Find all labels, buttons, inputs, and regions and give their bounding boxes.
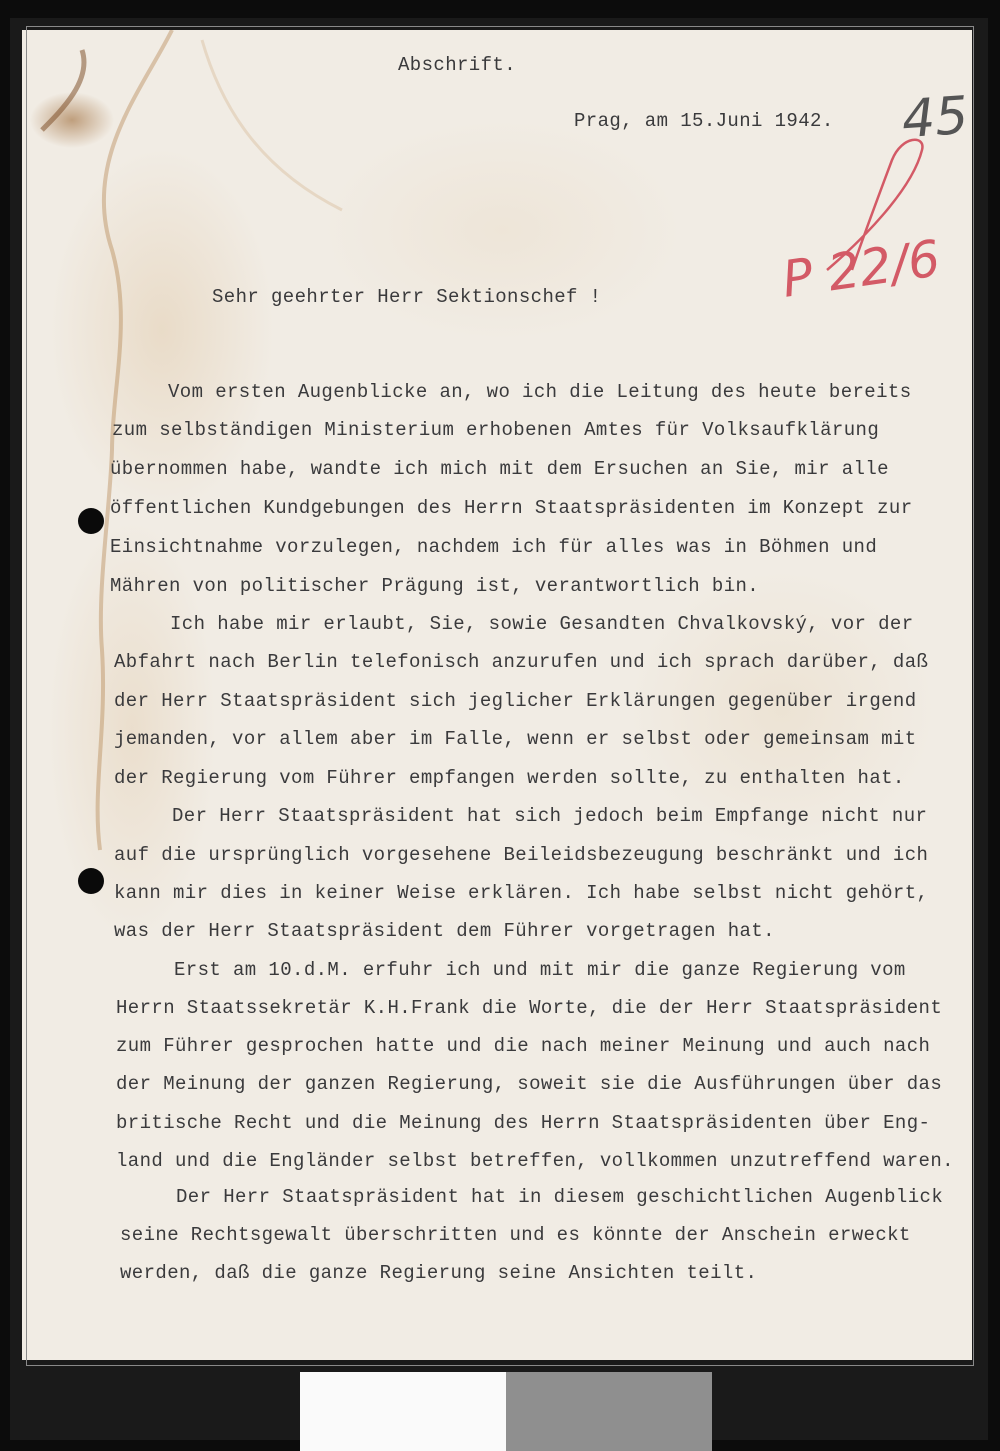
body-line: der Regierung vom Führer empfangen werden sollte, zu enthalten hat. xyxy=(114,767,905,789)
body-line: Ich habe mir erlaubt, Sie, sowie Gesandten Chvalkovský, vor der xyxy=(170,613,914,635)
body-line: Herrn Staatssekretär K.H.Frank die Worte, die der Herr Staatspräsident xyxy=(116,997,943,1019)
body-line: Der Herr Staatspräsident hat in diesem geschichtlichen Augenblick xyxy=(176,1186,944,1208)
body-line: Vom ersten Augenblicke an, wo ich die Leitung des heute bereits xyxy=(168,381,912,403)
body-line: Abfahrt nach Berlin telefonisch anzurufen und ich sprach darüber, daß xyxy=(114,651,929,673)
body-line: Einsichtnahme vorzulegen, nachdem ich für alles was in Böhmen und xyxy=(110,536,878,558)
body-line: zum Führer gesprochen hatte und die nach meiner Meinung und auch nach xyxy=(116,1035,931,1057)
body-line: auf die ursprünglich vorgesehene Beileidsbezeugung beschränkt und ich xyxy=(114,844,929,866)
body-line: was der Herr Staatspräsident dem Führer vorgetragen hat. xyxy=(114,920,775,942)
scan-border xyxy=(26,26,974,1366)
body-line: der Meinung der ganzen Regierung, soweit sie die Ausführungen über das xyxy=(116,1073,943,1095)
body-line: zum selbständigen Ministerium erhobenen Amtes für Volksaufklärung xyxy=(112,419,880,441)
folio-number: 45 xyxy=(899,85,971,151)
body-line: seine Rechtsgewalt überschritten und es könnte der Anschein erweckt xyxy=(120,1224,911,1246)
body-line: der Herr Staatspräsident sich jeglicher Erklärungen gegenüber irgend xyxy=(114,690,917,712)
body-line: Erst am 10.d.M. erfuhr ich und mit mir die ganze Regierung vom xyxy=(174,959,906,981)
body-line: werden, daß die ganze Regierung seine Ansichten teilt. xyxy=(120,1262,758,1284)
body-line: Der Herr Staatspräsident hat sich jedoch beim Empfange nicht nur xyxy=(172,805,928,827)
salutation: Sehr geehrter Herr Sektionschef ! xyxy=(212,286,602,308)
document-heading: Abschrift. xyxy=(398,54,517,76)
calibration-gray xyxy=(506,1372,712,1451)
body-line: britische Recht und die Meinung des Herrn Staatspräsidenten über Eng- xyxy=(116,1112,931,1134)
body-line: jemanden, vor allem aber im Falle, wenn er selbst oder gemeinsam mit xyxy=(114,728,917,750)
body-line: öffentlichen Kundgebungen des Herrn Staatspräsidenten im Konzept zur xyxy=(110,497,913,519)
document-date: Prag, am 15.Juni 1942. xyxy=(574,110,834,132)
red-pencil-initials: P 22/6 xyxy=(778,229,944,309)
calibration-white xyxy=(300,1372,506,1451)
body-line: land und die Engländer selbst betreffen, vollkommen unzutreffend waren. xyxy=(116,1150,954,1172)
body-line: Mähren von politischer Prägung ist, verantwortlich bin. xyxy=(110,575,760,597)
body-line: kann mir dies in keiner Weise erklären. Ich habe selbst nicht gehört, xyxy=(114,882,929,904)
body-line: übernommen habe, wandte ich mich mit dem Ersuchen an Sie, mir alle xyxy=(110,458,889,480)
